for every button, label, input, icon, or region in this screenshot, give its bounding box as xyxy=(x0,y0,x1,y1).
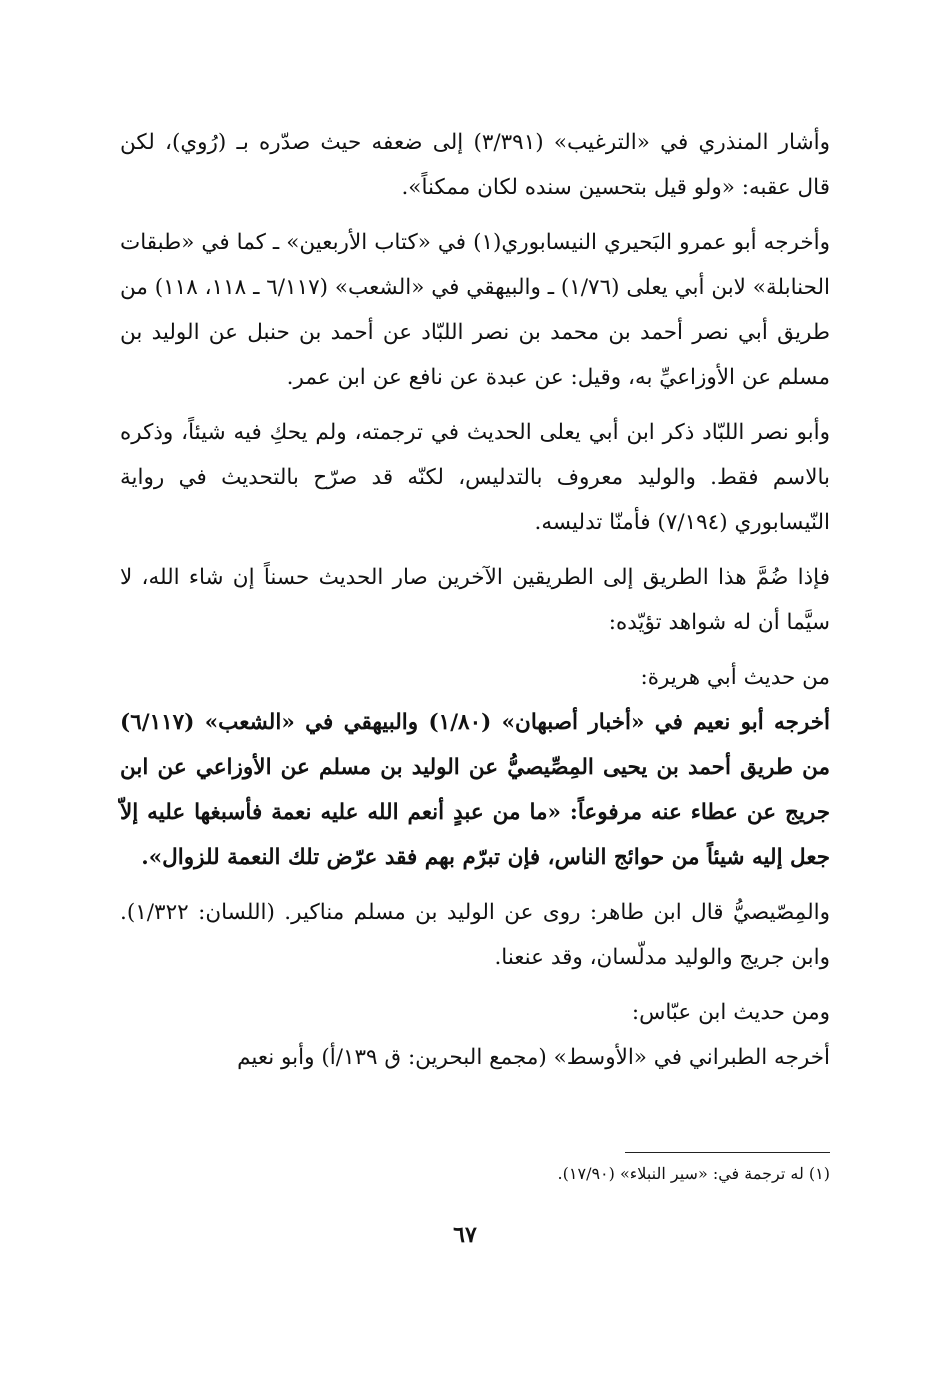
paragraph-bahiri-takhrij: وأخرجه أبو عمرو البَحيري النيسابوري(١) في «كتاب الأربعين» ـ كما في «طبقات الحنابلة» لابن أبي يعلى (١/٧٦) ـ والبيهقي في «الشعب» (٦/١١٧ ـ ١١٨، ١١٨) من طريق أبي نصر أحمد بن محمد بن نصر اللبّاد عن أحمد بن حنبل عن الوليد بن مسلم عن الأوزاعيِّ به، وقيل: عن عبدة عن نافع عن ابن عمر. xyxy=(120,230,831,390)
paragraph-mundhiri: وأشار المنذري في «الترغيب» (٣/٣٩١) إلى ضعفه حيث صدّره بـ (رُوي)، لكن قال عقبه: «ولو قيل بتحسين سنده لكان ممكناً». xyxy=(120,130,830,200)
paragraph-abu-nuaym-takhrij: أخرجه أبو نعيم في «أخبار أصبهان» (١/٨٠) والبيهقي في «الشعب» (٦/١١٧) من طريق أحمد بن يحيى المِصِّيصيُّ عن الوليد بن مسلم عن الأوزاعي عن ابن جريج عن عطاء عنه مرفوعاً: «ما من عبدٍ أنعم الله عليه نعمة فأسبغها عليه إلاّ جعل إليه شيئاً من حوائج الناس، فإن تبرّم بهم فقد عرّض تلك النعمة للزوال». xyxy=(120,710,830,870)
paragraph-tabarani: أخرجه الطبراني في «الأوسط» (مجمع البحرين: ق ١٣٩/أ) وأبو نعيم xyxy=(237,1045,830,1070)
footnote-separator xyxy=(625,1152,830,1153)
heading-abu-hurayrah: من حديث أبي هريرة: xyxy=(640,665,830,690)
page-body xyxy=(120,120,830,1090)
paragraph-missisi: والمِصّيصيُّ قال ابن طاهر: روى عن الوليد بن مسلم مناكير. (اللسان: ١/٣٢٢). وابن جريج والوليد مدلّسان، وقد عنعنا. xyxy=(120,900,830,970)
heading-ibn-abbas: ومن حديث ابن عبّاس: xyxy=(631,1000,830,1025)
paragraph-labbad: وأبو نصر اللبّاد ذكر ابن أبي يعلى الحديث في ترجمته، ولم يحكِ فيه شيئاً، وذكره بالاسم فقط. والوليد معروف بالتدليس، لكنّه قد صرّح بالتحديث في رواية النّيسابوري (٧/١٩٤) فأمنّا تدليسه. xyxy=(120,420,830,535)
paragraph-hasan-grading: فإذا ضُمَّ هذا الطريق إلى الطريقين الآخرين صار الحديث حسناً إن شاء الله، لا سيَّما أن له شواهد تؤيّده: xyxy=(120,565,830,635)
footnote: (١) له ترجمة في: «سير النبلاء» (١٧/٩٠). xyxy=(557,1164,830,1183)
page-number: ٦٧ xyxy=(453,1222,477,1248)
